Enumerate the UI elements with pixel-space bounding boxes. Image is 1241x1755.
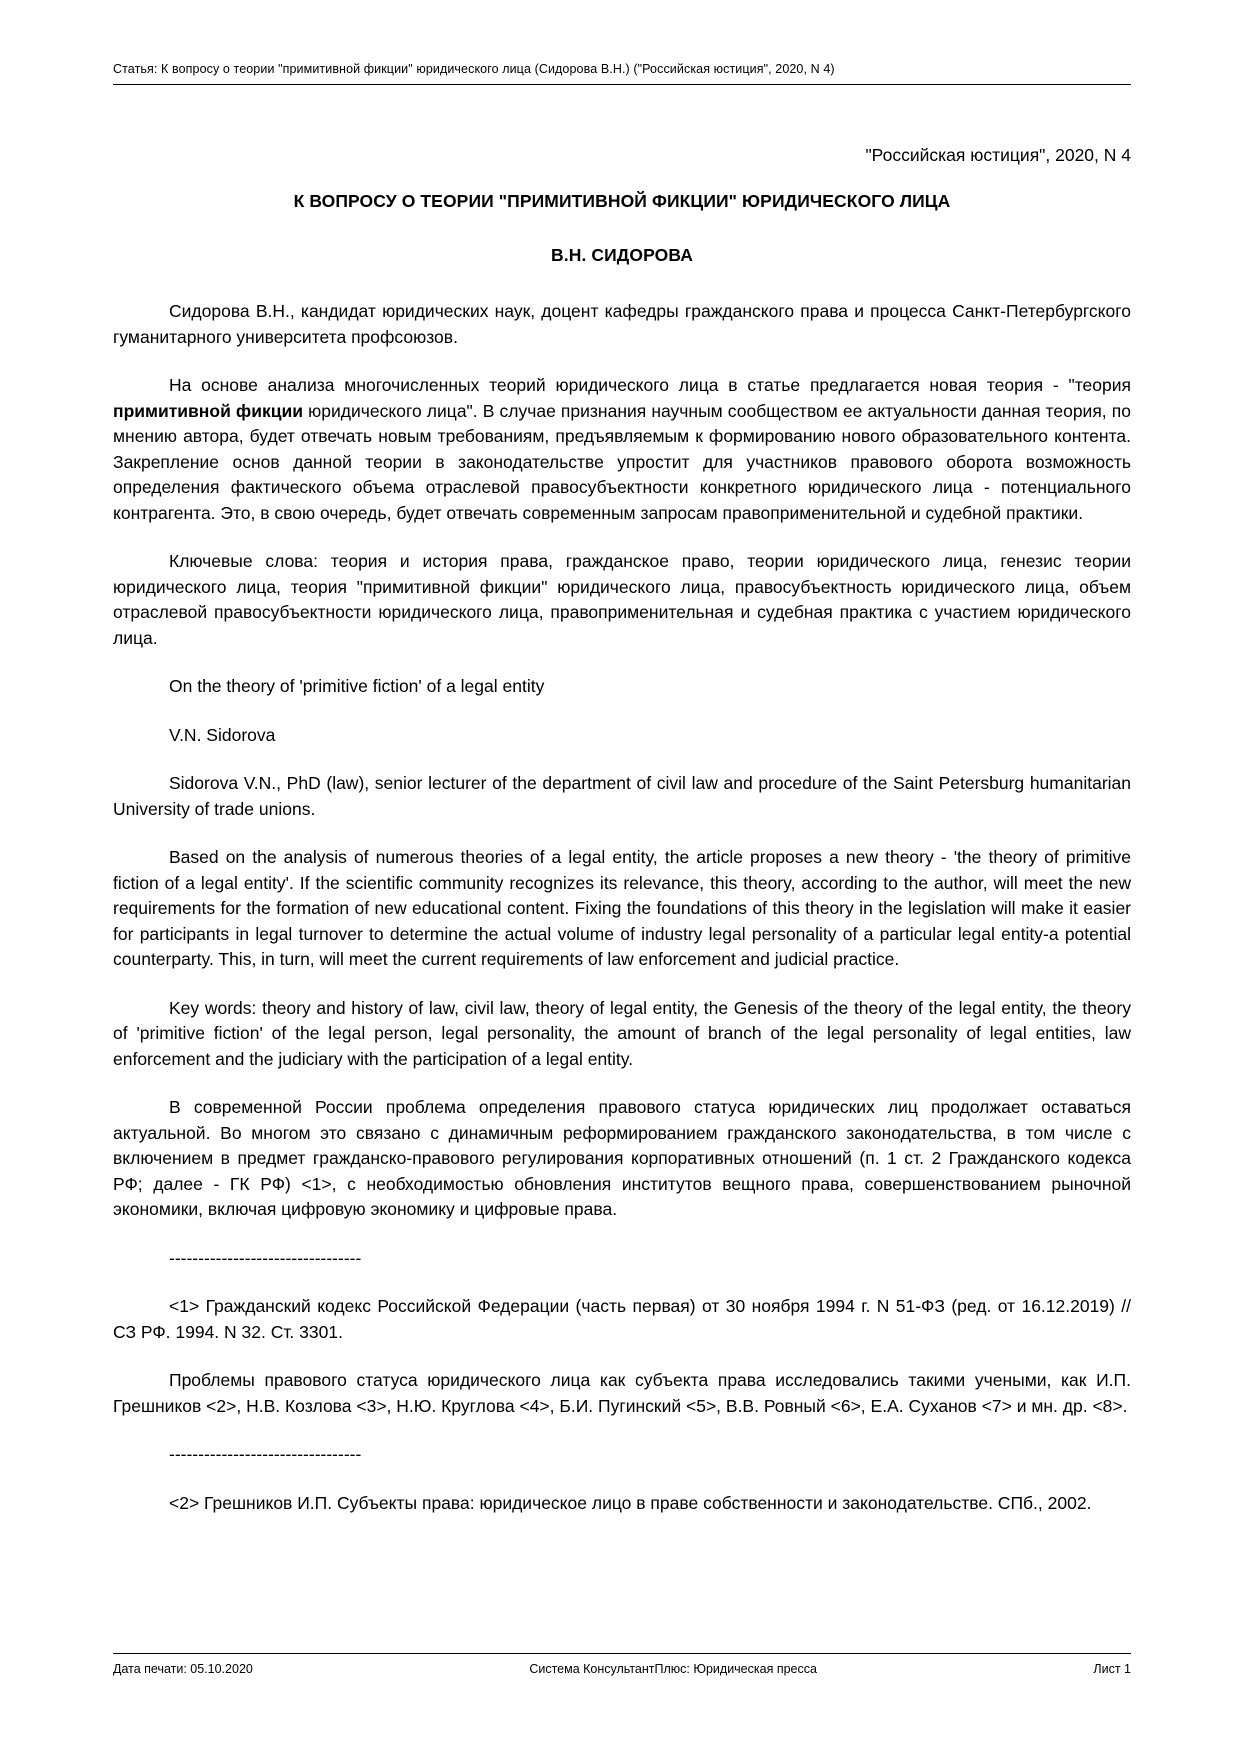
header-divider: [113, 84, 1131, 85]
document-content: [113, 143, 1131, 1516]
keywords-en-paragraph: Key words: theory and history of law, civil law, theory of legal entity, the Genesis of the theory of the legal entity, the theory of 'primitive fiction' of the legal person, legal personality, the amount of branch of the legal personality of legal entities, law enforcement and the judiciary with the participation of a legal entity.: [113, 997, 1131, 1069]
footer-page-number: Лист 1: [1093, 1662, 1131, 1676]
article-author-en: V.N. Sidorova: [169, 724, 276, 745]
running-header-title: Статья: К вопросу о теории "примитивной фикции" юридического лица (Сидорова В.Н.) ("Российская юстиция", 2020, N 4): [113, 62, 835, 76]
body-paragraph-1: В современной России проблема определения правового статуса юридических лиц продолжает оставаться актуальной. Во многом это связано с динамичным реформированием гражданского законодательства, в том числе с включением в предмет гражданско-правового регулирования корпоративных отношений (п. 1 ст. 2 Гражданского кодекса РФ; далее - ГК РФ) <1>, с необходимостью обновления институтов вещного права, совершенствованием рыночной экономики, включая цифровую экономику и цифровые права.: [113, 1097, 1131, 1219]
abstract-ru-bold-phrase: примитивной фикции: [113, 400, 304, 421]
article-author-heading: В.Н. СИДОРОВА: [551, 245, 693, 265]
journal-source-line: "Российская юстиция", 2020, N 4: [865, 145, 1131, 165]
author-bio-paragraph: Сидорова В.Н., кандидат юридических наук, доцент кафедры гражданского права и процесса Санкт-Петербургского гуманитарного университета профсоюзов.: [113, 301, 1131, 347]
abstract-ru-part2: юридического лица". В случае признания научным сообществом ее актуальности данная теория, по мнению автора, будет отвечать новым требованиям, предъявляемым к формированию нового образовательного контента. Закрепление основ данной теории в законодательстве упростит для участников правового оборота возможность определения фактического объема отраслевой правосубъектности конкретного юридического лица - потенциального контрагента. Это, в свою очередь, будет отвечать современным запросам правоприменительной и судебной практики.: [113, 400, 1131, 523]
footer-divider: [113, 1653, 1131, 1654]
page-inner: [113, 0, 1131, 1755]
footer-print-date: Дата печати: 05.10.2020: [113, 1662, 253, 1676]
footer-row: [113, 1662, 1131, 1677]
footnote-separator-2: ---------------------------------: [169, 1444, 362, 1464]
keywords-ru-paragraph: Ключевые слова: теория и история права, гражданское право, теории юридического лица, генезис теории юридического лица, теория "примитивной фикции" юридического лица, правосубъектность юридического лица, объем отраслевой правосубъектности юридического лица, правоприменительная и судебная практика с участием юридического лица.: [113, 551, 1131, 648]
abstract-ru-paragraph: [113, 373, 1131, 526]
footnote-2: <2> Грешников И.П. Субъекты права: юридическое лицо в праве собственности и законодательстве. СПб., 2002.: [169, 1492, 1092, 1513]
page-title: К ВОПРОСУ О ТЕОРИИ "ПРИМИТИВНОЙ ФИКЦИИ" ЮРИДИЧЕСКОГО ЛИЦА: [293, 191, 951, 211]
body-paragraph-2: Проблемы правового статуса юридического лица как субъекта права исследовались такими учеными, как И.П. Грешников <2>, Н.В. Козлова <3>, Н.Ю. Круглова <4>, Б.И. Пугинский <5>, В.В. Ровный <6>, Е.А. Суханов <7> и мн. др. <8>.: [113, 1370, 1131, 1416]
author-bio-en-paragraph: Sidorova V.N., PhD (law), senior lecturer of the department of civil law and procedure of the Saint Petersburg humanitarian University of trade unions.: [113, 773, 1131, 819]
running-header: [113, 62, 1131, 85]
article-title-en: On the theory of 'primitive fiction' of a legal entity: [169, 676, 545, 696]
abstract-en-paragraph: Based on the analysis of numerous theories of a legal entity, the article proposes a new theory - 'the theory of primitive fiction of a legal entity'. If the scientific community recognizes its relevance, this theory, according to the author, will meet the new requirements for the formation of new educational content. Fixing the foundations of this theory in the legislation will make it easier for participants in legal turnover to determine the actual volume of industry legal personality of a particular legal entity-a potential counterparty. This, in turn, will meet the current requirements of law enforcement and judicial practice.: [113, 847, 1131, 969]
running-footer: [113, 1653, 1131, 1677]
footnote-1: <1> Гражданский кодекс Российской Федерации (часть первая) от 30 ноября 1994 г. N 51-ФЗ (ред. от 16.12.2019) // СЗ РФ. 1994. N 32. Ст. 3301.: [113, 1296, 1131, 1342]
abstract-ru-part1: На основе анализа многочисленных теорий юридического лица в статье предлагается новая теория - "теория: [169, 375, 1131, 395]
footer-system-name: Система КонсультантПлюс: Юридическая пресса: [529, 1662, 817, 1676]
footnote-separator-1: ---------------------------------: [169, 1247, 362, 1268]
